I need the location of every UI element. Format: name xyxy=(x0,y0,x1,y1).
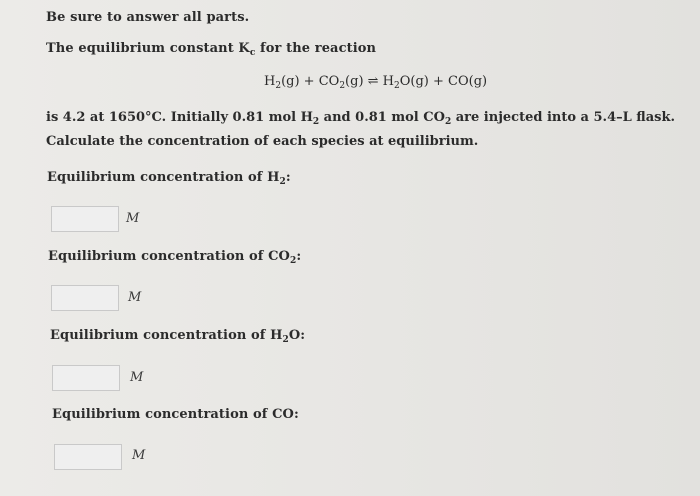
question-label-h2: Equilibrium concentration of $H_2$: xyxy=(47,170,291,187)
co2-concentration-input[interactable] xyxy=(51,285,119,311)
intro-text: The equilibrium constant $K_c$ for the reaction xyxy=(46,41,377,58)
h2-unit-label: M xyxy=(126,211,140,226)
co2-unit-label: M xyxy=(128,290,142,305)
instructions-text: Be sure to answer all parts. xyxy=(46,10,250,25)
h2-concentration-input[interactable] xyxy=(51,206,119,232)
question-label-co: Equilibrium concentration of CO: xyxy=(52,407,299,422)
h2o-unit-label: M xyxy=(130,370,144,385)
question-label-h2o: Equilibrium concentration of $H_2O$: xyxy=(50,328,306,345)
co-concentration-input[interactable] xyxy=(54,444,122,470)
reaction-equation: $H_2(g) + CO_2(g)$ ⇌ $H_2O(g) + CO(g)$ xyxy=(264,74,488,91)
question-label-co2: Equilibrium concentration of $CO_2$: xyxy=(48,249,302,266)
h2o-concentration-input[interactable] xyxy=(52,365,120,391)
problem-statement: is 4.2 at 1650°C. Initially 0.81 mol $H_2$ and 0.81 mol $CO_2$ are injected into a 5.4–L flask. Calculate the concentration of each species at equilibrium. xyxy=(46,110,676,149)
co-unit-label: M xyxy=(132,448,146,463)
